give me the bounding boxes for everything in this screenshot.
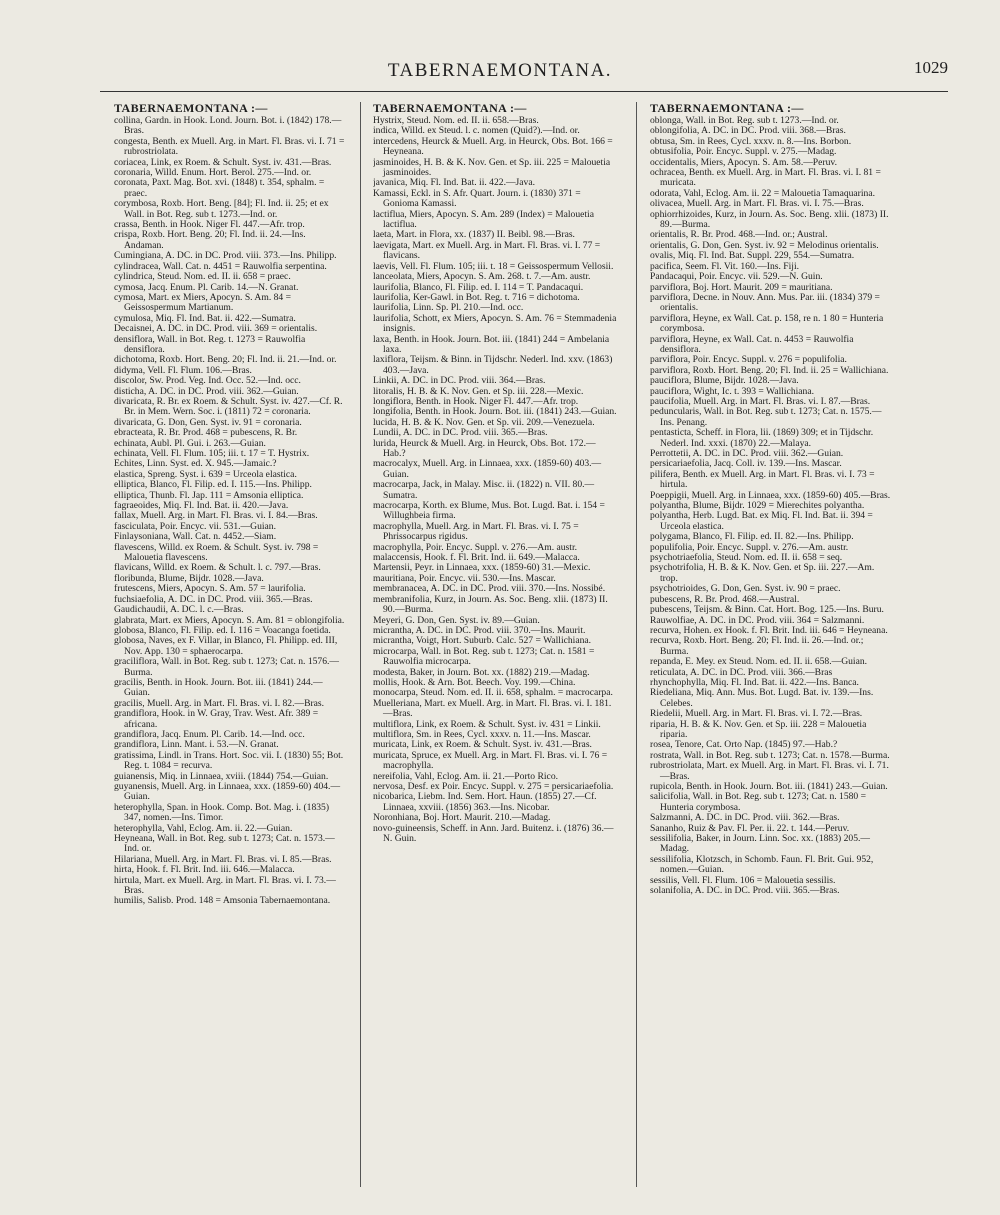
column-heading: TABERNAEMONTANA :— [373,102,527,115]
index-entry: monocarpa, Steud. Nom. ed. II. ii. 658, sphalm. = macrocarpa. [373,687,613,699]
index-entry: divaricata, G. Don, Gen. Syst. iv. 91 = coronaria. [114,416,302,428]
index-entry: echinata, Vell. Fl. Flum. 105; iii. t. 17 = T. Hystrix. [114,448,310,459]
index-entry: multiflora, Sm. in Rees, Cycl. xxxv. n. 11.—Ins. Mascar. [373,728,591,740]
index-entry: repanda, E. Mey. ex Steud. Nom. ed. II. ii. 658.—Guian. [650,656,868,668]
index-entry: obtusa, Sm. in Rees, Cycl. xxxv. n. 8.—Ins. Borbon. [650,135,852,147]
index-entry: corymbosa, Roxb. Hort. Beng. [84]; Fl. Ind. ii. 25; et ex Wall. in Bot. Reg. sub t. 1273.—Ind. or. [114,198,329,220]
index-entry: Hilariana, Muell. Arg. in Mart. Fl. Bras. vi. I. 85.—Bras. [114,853,332,865]
index-entry: congesta, Benth. ex Muell. Arg. in Mart. Fl. Bras. vi. I. 71 = rubrostriolata. [114,135,345,158]
index-entry: populifolia, Poir. Encyc. Suppl. v. 276.—Am. austr. [650,541,849,553]
column-divider [636,102,637,1187]
index-entry: humilis, Salisb. Prod. 148 = Amsonia Tabernaemontana. [114,895,331,907]
index-entry: ochracea, Benth. ex Muell. Arg. in Mart. Fl. Bras. vi. I. 81 = muricata. [650,167,881,189]
index-entry: novo-guineensis, Scheff. in Ann. Jard. Buitenz. i. (1876) 36.—N. Guin. [373,822,614,845]
index-entry: solanifolia, A. DC. in DC. Prod. viii. 365.—Bras. [650,885,840,897]
index-entry: Lundii, A. DC. in DC. Prod. viii. 365.—Bras. [373,427,548,439]
index-entry: Echites, Linn. Syst. ed. X. 945.—Jamaic.? [114,458,277,470]
index-entry: riparia, H. B. & K. Nov. Gen. et Sp. iii. 228 = Malouetia riparia. [650,718,867,740]
index-entry: Riedelii, Muell. Arg. in Mart. Fl. Bras. vi. I. 72.—Bras. [650,708,863,720]
column-heading: TABERNAEMONTANA :— [114,102,268,115]
index-entry: grandiflora, Linn. Mant. i. 53.—N. Granat. [114,739,279,751]
index-entry: lactiflua, Miers, Apocyn. S. Am. 289 (Index) = Malouetia lactiflua. [373,208,594,231]
index-entry: macrocarpa, Korth. ex Blume, Mus. Bot. Lugd. Bat. i. 154 = Willughbeia firma. [373,500,605,522]
index-entry: Perrottetii, A. DC. in DC. Prod. viii. 362.—Guian. [650,448,844,459]
index-entry: recurva, Roxb. Hort. Beng. 20; Fl. Ind. ii. 26.—Ind. or.; Burma. [650,635,864,657]
index-entry: laurifolia, Ker-Gawl. in Bot. Reg. t. 716 = dichotoma. [373,291,580,303]
index-entry: ovalis, Miq. Fl. Ind. Bat. Suppl. 229, 554.—Sumatra. [650,250,855,262]
index-entry: Martensii, Peyr. in Linnaea, xxx. (1859-60) 31.—Mexic. [373,562,591,574]
index-entry: cymulosa, Miq. Fl. Ind. Bat. ii. 422.—Sumatra. [114,312,296,324]
index-entry: orientalis, R. Br. Prod. 468.—Ind. or.; Austral. [650,229,828,241]
index-entry: rostrata, Wall. in Bot. Reg. sub t. 1273; Cat. n. 1578.—Burma. [650,749,890,761]
index-entry: divaricata, R. Br. ex Roem. & Schult. Syst. iv. 427.—Cf. R. Br. in Mem. Wern. Soc. i. (1811) 72 = coronaria. [114,395,343,418]
index-entry: laeta, Mart. in Flora, xx. (1837) II. Beibl. 98.—Bras. [373,229,575,241]
index-entry: elliptica, Thunb. Fl. Jap. 111 = Amsonia elliptica. [114,489,304,501]
index-entry: nereifolia, Vahl, Eclog. Am. ii. 21.—Porto Rico. [373,770,559,782]
index-entry: laxiflora, Teijsm. & Binn. in Tijdschr. Nederl. Ind. xxv. (1863) 403.—Java. [373,354,613,376]
index-entry: sessilifolia, Klotzsch, in Schomb. Faun. Fl. Brit. Gui. 952, nomen.—Guian. [650,853,874,876]
index-entry: muricata, Spruce, ex Muell. Arg. in Mart. Fl. Bras. vi. I. 76 = macrophylla. [373,749,608,772]
index-entry: micrantha, A. DC. in DC. Prod. viii. 370.—Ins. Maurit. [373,624,586,636]
index-entry: Muelleriana, Mart. ex Muell. Arg. in Mart. Fl. Bras. vi. I. 181.—Bras. [373,697,612,720]
index-entry: grandiflora, Jacq. Enum. Pl. Carib. 14.—Ind. occ. [114,728,305,740]
index-entry: microcarpa, Wall. in Bot. Reg. sub t. 1273; Cat. n. 1581 = Rauwolfia microcarpa. [373,645,595,668]
index-entry: Meyeri, G. Don, Gen. Syst. iv. 89.—Guian. [373,614,540,626]
index-entry: oblonga, Wall. in Bot. Reg. sub t. 1273.—Ind. or. [650,115,839,126]
index-entry: psychotrioides, G. Don, Gen. Syst. iv. 90 = praec. [650,583,841,595]
index-entry: Hystrix, Steud. Nom. ed. II. ii. 658.—Bras. [373,115,539,126]
index-entry: Noronhiana, Boj. Hort. Maurit. 210.—Madag. [373,812,551,824]
index-entry: rosea, Tenore, Cat. Orto Nap. (1845) 97.—Hab.? [650,739,838,751]
index-entry: parviflora, Heyne, ex Wall. Cat. n. 4453 = Rauwolfia densiflora. [650,333,854,355]
index-entry: odorata, Vahl, Eclog. Am. ii. 22 = Malouetia Tamaquarina. [650,187,875,199]
index-entry: occidentalis, Miers, Apocyn. S. Am. 58.—Peruv. [650,156,837,168]
index-entry: Riedeliana, Miq. Ann. Mus. Bot. Lugd. Bat. iv. 139.—Ins. Celebes. [650,687,874,709]
index-entry: macrophylla, Muell. Arg. in Mart. Fl. Bras. vi. I. 75 = Phrissocarpus rigidus. [373,520,579,543]
index-entry: jasminoides, H. B. & K. Nov. Gen. et Sp. iii. 225 = Malouetia jasminoides. [373,156,611,179]
index-entry: cymosa, Jacq. Enum. Pl. Carib. 14.—N. Granat. [114,281,299,293]
index-entry: glabrata, Mart. ex Miers, Apocyn. S. Am. 81 = oblongifolia. [114,614,345,626]
index-entry: flavescens, Willd. ex Roem. & Schult. Syst. iv. 798 = Malouetia flavescens. [114,541,319,564]
index-entry: oblongifolia, A. DC. in DC. Prod. viii. 368.—Bras. [650,125,846,137]
index-entry: javanica, Miq. Fl. Ind. Bat. ii. 422.—Java. [373,177,536,189]
index-entry: multiflora, Link, ex Roem. & Schult. Syst. iv. 431 = Linkii. [373,718,601,730]
index-entry: psychotrifolia, H. B. & K. Nov. Gen. et Sp. iii. 227.—Am. trop. [650,562,875,584]
index-entry: nervosa, Desf. ex Poir. Encyc. Suppl. v. 275 = persicariaefolia. [373,781,614,792]
column-divider [360,102,361,1187]
index-entry: parviflora, Poir. Encyc. Suppl. v. 276 = populifolia. [650,354,847,366]
index-entry: gracilis, Muell. Arg. in Mart. Fl. Bras. vi. I. 82.—Bras. [114,697,325,709]
index-entry: Finlaysoniana, Wall. Cat. n. 4452.—Siam. [114,531,277,543]
index-entry: elastica, Spreng. Syst. i. 639 = Urceola elastica. [114,468,297,480]
index-entry: ophiorrhizoides, Kurz, in Journ. As. Soc. Beng. xlii. (1873) II. 89.—Burma. [650,208,889,231]
index-entry: Cumingiana, A. DC. in DC. Prod. viii. 373.—Ins. Philipp. [114,250,337,262]
index-entry: olivacea, Muell. Arg. in Mart. Fl. Bras. vi. I. 75.—Bras. [650,198,864,210]
index-entry: rubrostriolata, Mart. ex Muell. Arg. in Mart. Fl. Bras. vi. I. 71.—Bras. [650,760,889,782]
index-entry: membranacea, A. DC. in DC. Prod. viii. 370.—Ins. Nossibé. [373,583,606,595]
index-entry: polyantha, Blume, Bijdr. 1029 = Mierechites polyantha. [650,500,865,512]
index-entry: fallax, Muell. Arg. in Mart. Fl. Bras. vi. I. 84.—Bras. [114,510,318,522]
index-entry: pauciflora, Blume, Bijdr. 1028.—Java. [650,375,799,387]
index-entry: pauciflora, Wight, Ic. t. 393 = Wallichiana. [650,385,815,397]
index-entry: elliptica, Blanco, Fl. Filip. ed. I. 115.—Ins. Philipp. [114,479,312,491]
index-entry: membranifolia, Kurz, in Journ. As. Soc. Beng. xlii. (1873) II. 90.—Burma. [373,593,608,616]
index-entry: modesta, Baker, in Journ. Bot. xx. (1882) 219.—Madag. [373,666,590,678]
index-entry: laevigata, Mart. ex Muell. Arg. in Mart. Fl. Bras. vi. I. 77 = flavicans. [373,239,601,262]
index-entry: Gaudichaudii, A. DC. l. c.—Bras. [114,604,244,616]
index-entry: cylindrica, Steud. Nom. ed. II. ii. 658 = praec. [114,271,291,283]
index-entry: parviflora, Roxb. Hort. Beng. 20; Fl. Ind. ii. 25 = Wallichiana. [650,364,889,376]
index-entry: crispa, Roxb. Hort. Beng. 20; Fl. Ind. ii. 24.—Ins. Andaman. [114,229,306,251]
index-entry: reticulata, A. DC. in DC. Prod. viii. 366.—Bras [650,666,833,678]
index-entry: globosa, Blanco, Fl. Filip. ed. I. 116 = Voacanga foetida. [114,624,331,636]
index-entry: hirta, Hook. f. Fl. Brit. Ind. iii. 646.—Malacca. [114,864,295,876]
index-entry: parviflora, Heyne, ex Wall. Cat. p. 158, re n. 1 80 = Hunteria corymbosa. [650,312,884,335]
index-entry: coronata, Paxt. Mag. Bot. xvi. (1848) t. 354, sphalm. = praec. [114,177,325,199]
index-entry: lurida, Heurck & Muell. Arg. in Heurck, Obs. Bot. 172.—Hab.? [373,437,596,459]
index-entry: floribunda, Blume, Bijdr. 1028.—Java. [114,572,264,584]
index-entry: laxa, Benth. in Hook. Journ. Bot. iii. (1841) 244 = Ambelania laxa. [373,333,610,355]
index-entry: guianensis, Miq. in Linnaea, xviii. (1844) 754.—Guian. [114,770,329,782]
column-middle [373,102,618,1200]
page-number: 1029 [914,58,948,77]
index-entry: graciliflora, Wall. in Bot. Reg. sub t. 1273; Cat. n. 1576.—Burma. [114,656,340,678]
index-entry: lucida, H. B. & K. Nov. Gen. et Sp. vii. 209.—Venezuela. [373,416,595,428]
index-entry: mauritiana, Poir. Encyc. vii. 530.—Ins. Mascar. [373,572,556,584]
index-entry: flavicans, Willd. ex Roem. & Schult. l. c. 797.—Bras. [114,562,321,574]
index-entry: parviflora, Boj. Hort. Maurit. 209 = mauritiana. [650,281,833,293]
index-entry: pacifica, Seem. Fl. Vit. 160.—Ins. Fiji. [650,260,800,272]
index-entry: pubescens, Teijsm. & Binn. Cat. Hort. Bog. 125.—Ins. Buru. [650,604,884,616]
index-entry: persicariaefolia, Jacq. Coll. iv. 139.—Ins. Mascar. [650,458,842,470]
index-entry: fuchsiaefolia, A. DC. in DC. Prod. viii. 365.—Bras. [114,593,313,605]
index-entry: polyantha, Herb. Lugd. Bat. ex Miq. Fl. Ind. Bat. ii. 394 = Urceola elastica. [650,510,873,532]
index-entry: coronaria, Willd. Enum. Hort. Berol. 275.—Ind. or. [114,167,312,179]
index-entry: heterophylla, Vahl, Eclog. Am. ii. 22.—Guian. [114,822,293,834]
index-entry: obtusifolia, Poir. Encyc. Suppl. v. 275.—Madag. [650,146,837,158]
index-entry: laevis, Vell. Fl. Flum. 105; iii. t. 18 = Geissospermum Vellosii. [373,260,614,272]
index-entry: coriacea, Link, ex Roem. & Schult. Syst. iv. 431.—Bras. [114,156,332,168]
index-entry: frutescens, Miers, Apocyn. S. Am. 57 = laurifolia. [114,583,306,595]
index-entry: laurifolia, Blanco, Fl. Filip. ed. I. 114 = T. Pandacaqui. [373,281,584,293]
index-entry: Poeppigii, Muell. Arg. in Linnaea, xxx. (1859-60) 405.—Bras. [650,489,891,501]
index-entry: longifolia, Benth. in Hook. Journ. Bot. iii. (1841) 243.—Guian. [373,406,617,418]
index-entry: nicobarica, Liebm. Ind. Sem. Hort. Haun. (1855) 27.—Cf. Linnaea, xxviii. (1856) 363.—Ins. Nicobar. [373,791,597,813]
index-entry: crassa, Benth. in Hook. Niger Fl. 447.—Afr. trop. [114,219,305,231]
running-head: TABERNAEMONTANA. [387,60,613,81]
index-entry: pilifera, Benth. ex Muell. Arg. in Mart. Fl. Bras. vi. I. 73 = hirtula. [650,468,875,491]
index-entry: macrocalyx, Muell. Arg. in Linnaea, xxx. (1859-60) 403.—Guian. [373,458,602,480]
column-right [650,102,894,1200]
index-entry: Sananho, Ruiz & Pav. Fl. Per. ii. 22. t. 144.—Peruv. [650,822,850,834]
index-entry: fagraeoides, Miq. Fl. Ind. Bat. ii. 420.—Java. [114,500,289,512]
index-entry: hirtula, Mart. ex Muell. Arg. in Mart. Fl. Bras. vi. I. 73.—Bras. [114,874,336,897]
index-entry: polygama, Blanco, Fl. Filip. ed. II. 82.—Ins. Philipp. [650,531,854,543]
index-entry: densiflora, Wall. in Bot. Reg. t. 1273 = Rauwolfia densiflora. [114,333,306,355]
index-entry: cymosa, Mart. ex Miers, Apocyn. S. Am. 84 = Geissospermum Martianum. [114,291,292,314]
column-heading: TABERNAEMONTANA :— [650,102,804,115]
index-entry: orientalis, G. Don, Gen. Syst. iv. 92 = Melodinus orientalis. [650,239,879,251]
index-entry: globosa, Naves, ex F. Villar, in Blanco, Fl. Philipp. ed. III, Nov. App. 130 = sphaerocarpa. [114,635,338,657]
index-entry: micrantha, Voigt, Hort. Suburb. Calc. 527 = Wallichiana. [373,635,592,647]
index-entry: cylindracea, Wall. Cat. n. 4451 = Rauwolfia serpentina. [114,260,327,272]
index-entry: discolor, Sw. Prod. Veg. Ind. Occ. 52.—Ind. occ. [114,375,301,387]
index-entry: pubescens, R. Br. Prod. 468.—Austral. [650,593,800,605]
index-entry: mollis, Hook. & Arn. Bot. Beech. Voy. 199.—China. [373,676,576,688]
index-entry: malaccensis, Hook. f. Fl. Brit. Ind. ii. 649.—Malacca. [373,552,580,564]
index-entry: salicifolia, Wall. in Bot. Reg. sub t. 1273; Cat. n. 1580 = Hunteria corymbosa. [650,791,867,813]
index-entry: dichotoma, Roxb. Hort. Beng. 20; Fl. Ind. ii. 21.—Ind. or. [114,354,337,366]
index-entry: collina, Gardn. in Hook. Lond. Journ. Bot. i. (1842) 178.—Bras. [114,115,342,137]
index-entry: sessilis, Vell. Fl. Flum. 106 = Malouetia sessilis. [650,874,836,886]
index-entry: laurifolia, Schott, ex Miers, Apocyn. S. Am. 76 = Stemmadenia insignis. [373,312,617,335]
index-entry: psychotriaefolia, Steud. Nom. ed. II. ii. 658 = seq. [650,552,843,564]
index-entry: peduncularis, Wall. in Bot. Reg. sub t. 1273; Cat. n. 1575.—Ins. Penang. [650,406,882,428]
index-entry: intercedens, Heurck & Muell. Arg. in Heurck, Obs. Bot. 166 = Heyneana. [373,135,613,158]
index-entry: longiflora, Benth. in Hook. Niger Fl. 447.—Afr. trop. [373,395,579,407]
index-entry: echinata, Aubl. Pl. Gui. i. 263.—Guian. [114,437,266,449]
index-entry: pentasticta, Scheff. in Flora, lii. (1869) 309; et in Tijdschr. Nederl. Ind. xxxi. (1870) 22.—Malaya. [650,427,874,449]
index-entry: grandiflora, Hook. in W. Gray, Trav. West. Afr. 389 = africana. [114,708,319,730]
index-entry: guyanensis, Muell. Arg. in Linnaea, xxx. (1859-60) 404.—Guian. [114,781,341,803]
index-entry: lanceolata, Miers, Apocyn. S. Am. 268. t. 7.—Am. austr. [373,271,591,283]
index-entry: fasciculata, Poir. Encyc. vii. 531.—Guian. [114,520,276,532]
index-entry: disticha, A. DC. in DC. Prod. viii. 362.—Guian. [114,385,299,397]
index-entry: muricata, Link, ex Roem. & Schult. Syst. iv. 431.—Bras. [373,739,592,751]
index-entry: gratissima, Lindl. in Trans. Hort. Soc. vii. I. (1830) 55; Bot. Reg. t. 1084 = recurva. [114,749,344,772]
index-entry: rupicola, Benth. in Hook. Journ. Bot. iii. (1841) 243.—Guian. [650,781,888,792]
index-entry: indica, Willd. ex Steud. l. c. nomen (Quid?).—Ind. or. [373,125,580,137]
index-entry: sessilifolia, Baker, in Journ. Linn. Soc. xx. (1883) 205.—Madag. [650,833,870,855]
index-entry: Linkii, A. DC. in DC. Prod. viii. 364.—Bras. [373,375,546,387]
index-entry: laurifolia, Linn. Sp. Pl. 210.—Ind. occ. [373,302,524,314]
index-entry: ebracteata, R. Br. Prod. 468 = pubescens, R. Br. [114,427,298,439]
index-entry: macrophylla, Poir. Encyc. Suppl. v. 276.—Am. austr. [373,541,578,553]
index-entry: Pandacaqui, Poir. Encyc. vii. 529.—N. Guin. [650,271,823,283]
header-rule [100,91,948,92]
index-entry: litoralis, H. B. & K. Nov. Gen. et Sp. iii. 228.—Mexic. [373,385,584,397]
index-entry: Decaisnei, A. DC. in DC. Prod. viii. 369 = orientalis. [114,323,318,335]
index-entry: paucifolia, Muell. Arg. in Mart. Fl. Bras. vi. I. 87.—Bras. [650,395,871,407]
index-entry: Salzmanni, A. DC. in DC. Prod. viii. 362.—Bras. [650,812,840,824]
index-entry: heterophylla, Span. in Hook. Comp. Bot. Mag. i. (1835) 347, nomen.—Ins. Timor. [114,801,330,824]
index-entry: rhynchophylla, Miq. Fl. Ind. Bat. ii. 422.—Ins. Banca. [650,676,859,688]
index-entry: Rauwolfiae, A. DC. in DC. Prod. viii. 364 = Salzmanni. [650,614,865,626]
index-entry: gracilis, Benth. in Hook. Journ. Bot. iii. (1841) 244.—Guian. [114,676,323,699]
index-entry: didyma, Vell. Fl. Flum. 106.—Bras. [114,364,252,376]
column-left [114,102,346,1200]
index-entry: recurva, Hohen. ex Hook. f. Fl. Brit. Ind. iii. 646 = Heyneana. [650,624,888,636]
index-entry: Kamassi, Eckl. in S. Afr. Quart. Journ. i. (1830) 371 = Gonioma Kamassi. [373,187,581,210]
index-entry: parviflora, Decne. in Nouv. Ann. Mus. Par. iii. (1834) 379 = orientalis. [650,291,880,314]
index-entry: macrocarpa, Jack, in Malay. Misc. ii. (1822) n. VII. 80.—Sumatra. [373,479,595,501]
index-entry: Heyneana, Wall. in Bot. Reg. sub t. 1273; Cat. n. 1573.—Ind. or. [114,833,335,855]
